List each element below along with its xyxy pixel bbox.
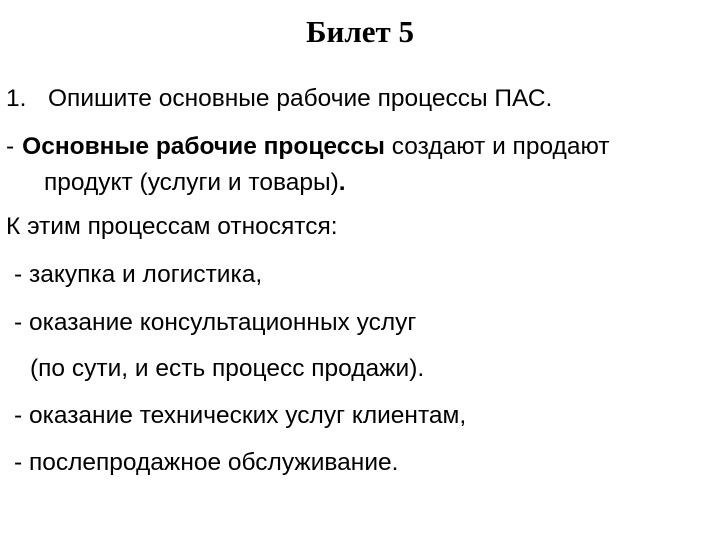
list-item: - оказание консультационных услуг bbox=[14, 309, 417, 336]
list-item: - послепродажное обслуживание. bbox=[14, 449, 399, 476]
definition-line bbox=[6, 131, 610, 163]
definition-text-1: создают и продают bbox=[384, 133, 610, 160]
list-item-note: (по сути, и есть процесс продажи). bbox=[30, 355, 425, 382]
definition-dash: - bbox=[6, 133, 15, 160]
intro-text: К этим процессам относятся: bbox=[6, 213, 338, 240]
definition-text-2: продукт (услуги и товары) bbox=[44, 169, 339, 196]
definition-end-mark: . bbox=[338, 169, 346, 196]
list-item: - оказание технических услуг клиентам, bbox=[14, 402, 467, 429]
definition-term: Основные рабочие процессы bbox=[22, 133, 385, 160]
list-item: - закупка и логистика, bbox=[14, 261, 263, 288]
question-line bbox=[6, 83, 552, 115]
question-text: Опишите основные рабочие процессы ПАС. bbox=[48, 85, 553, 112]
slide-title: Билет 5 bbox=[306, 14, 414, 49]
definition-line-2 bbox=[44, 167, 346, 199]
question-number: 1. bbox=[6, 85, 27, 112]
